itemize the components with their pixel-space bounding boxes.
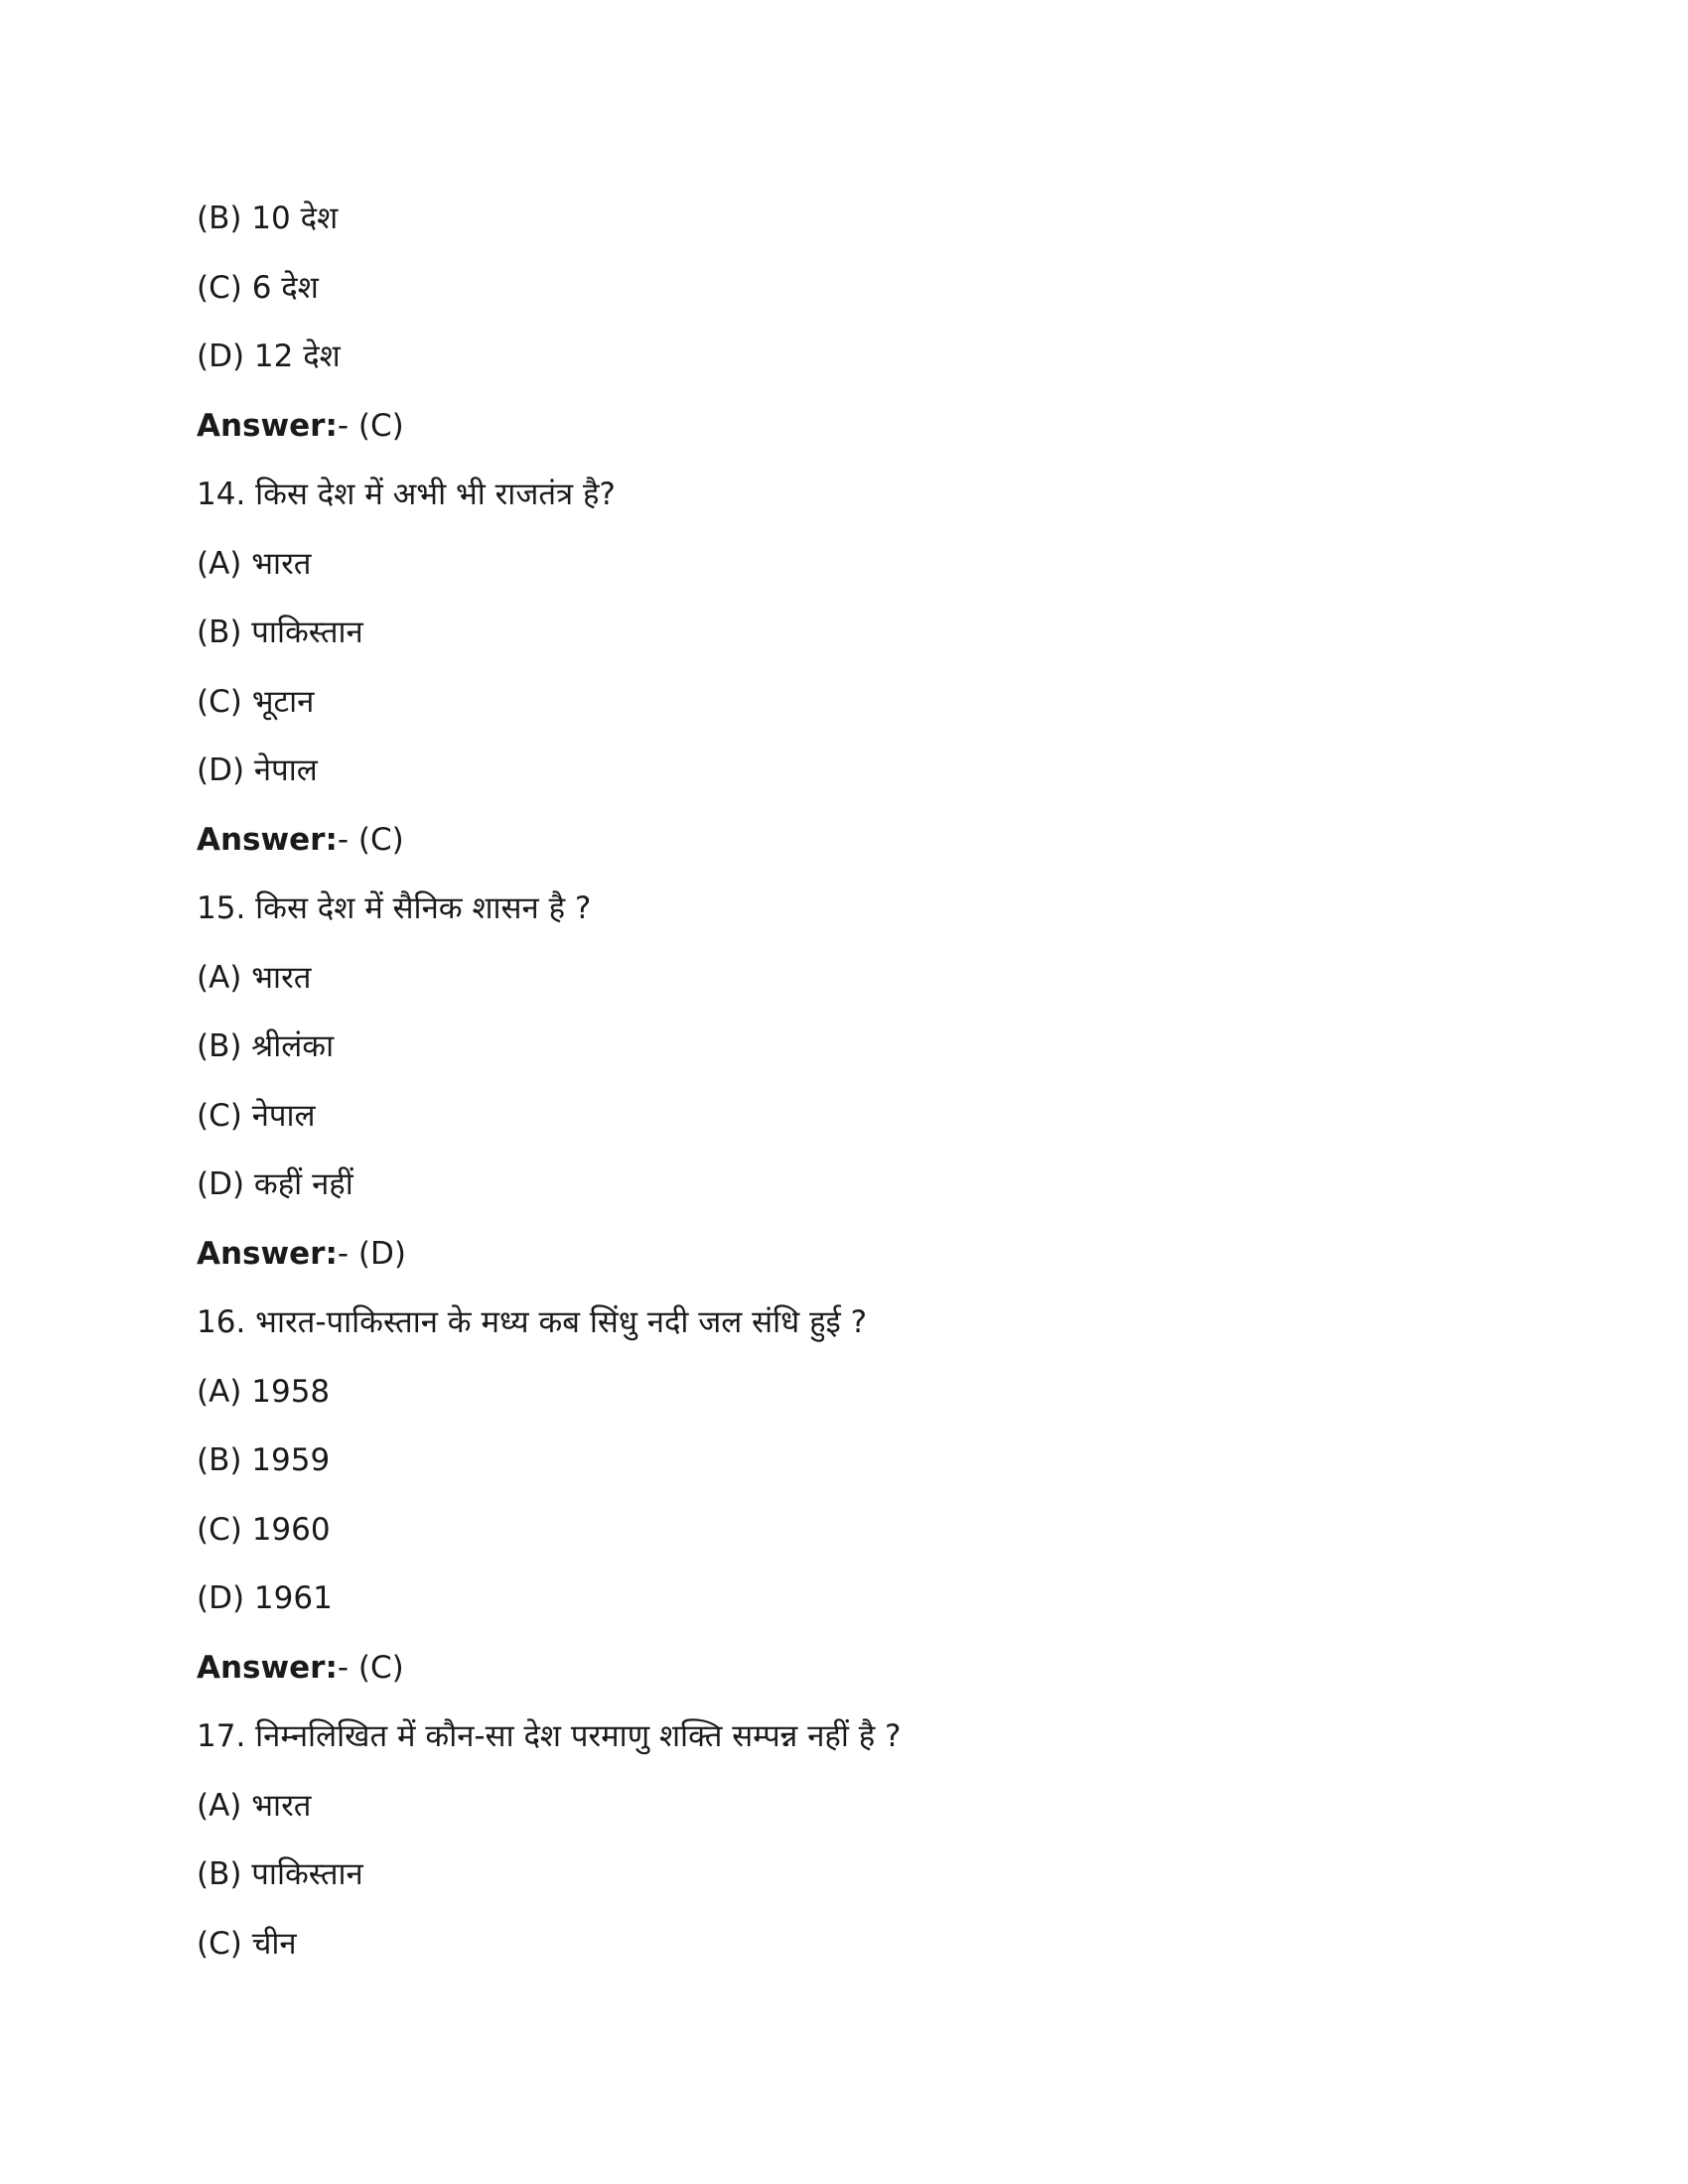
option-text: (D) 12 देश — [197, 339, 341, 374]
answer-line — [197, 1229, 1487, 1298]
answer-value: - (C) — [337, 821, 404, 858]
question-text: 15. किस देश में सैनिक शासन है ? — [197, 890, 592, 926]
option-text: (C) भूटान — [197, 683, 315, 720]
document-page — [197, 194, 1487, 1987]
option-text: (A) भारत — [197, 959, 312, 996]
answer-value: - (C) — [337, 407, 404, 444]
option-text: (A) भारत — [197, 545, 312, 582]
option-text: (A) भारत — [197, 1787, 312, 1824]
option-text: (D) कहीं नहीं — [197, 1166, 353, 1202]
answer-line — [197, 815, 1487, 885]
option-text: (B) श्रीलंका — [197, 1028, 335, 1064]
question-text: 16. भारत-पाकिस्तान के मध्य कब सिंधु नदी जल संधि हुई ? — [197, 1304, 868, 1340]
question-text: 17. निम्नलिखित में कौन-सा देश परमाणु शक्ति सम्पन्न नहीं है ? — [197, 1718, 902, 1754]
option-text: (D) 1961 — [197, 1580, 333, 1616]
answer-label: Answer: — [197, 821, 338, 858]
option-text: (B) पाकिस्तान — [197, 614, 363, 650]
option-text: (B) पाकिस्तान — [197, 1856, 363, 1892]
answer-label: Answer: — [197, 407, 338, 444]
option-text: (A) 1958 — [197, 1373, 331, 1410]
option-text: (B) 1959 — [197, 1442, 331, 1478]
option-text: (B) 10 देश — [197, 201, 339, 236]
option-text: (C) चीन — [197, 1925, 297, 1962]
answer-value: - (D) — [337, 1235, 406, 1272]
answer-label: Answer: — [197, 1649, 338, 1686]
option-text: (D) नेपाल — [197, 752, 318, 788]
option-text: (C) 6 देश — [197, 269, 319, 306]
answer-value: - (C) — [337, 1649, 404, 1686]
answer-line — [197, 1643, 1487, 1712]
answer-line — [197, 401, 1487, 471]
answer-label: Answer: — [197, 1235, 338, 1272]
question-text: 14. किस देश में अभी भी राजतंत्र है? — [197, 477, 616, 512]
option-text: (C) 1960 — [197, 1511, 331, 1548]
option-text: (C) नेपाल — [197, 1097, 316, 1134]
